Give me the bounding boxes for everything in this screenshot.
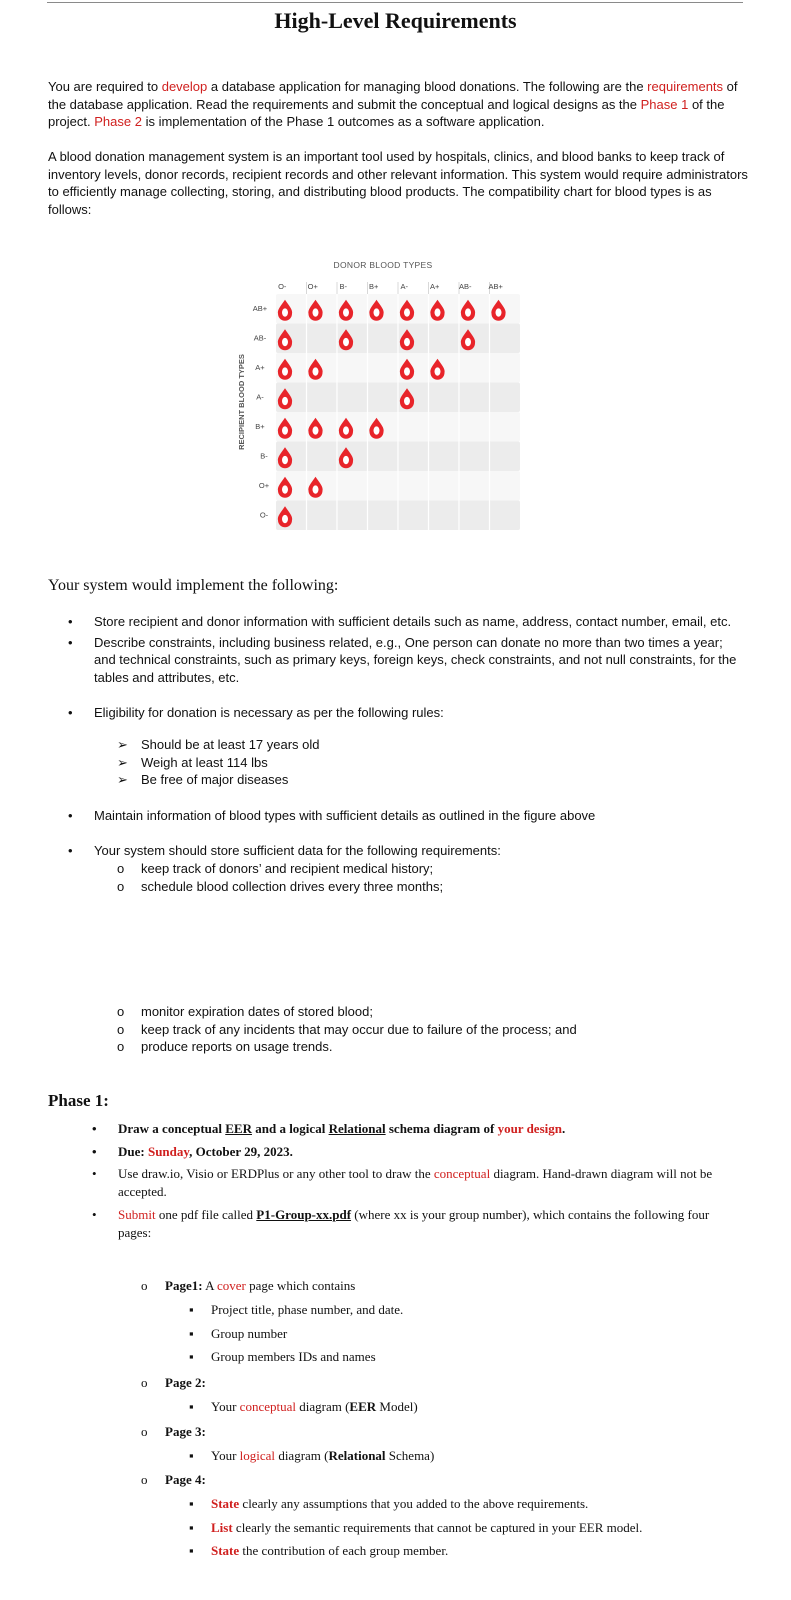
list-item [189,1325,403,1343]
list-item [117,736,320,754]
list-item [189,1398,418,1416]
square-bullet: ▪ [189,1325,194,1341]
text-run: Use draw.io, Visio or ERDPlus or any other tool to draw the [118,1166,434,1181]
blood-drop-center [282,397,288,405]
list-item-text: Your system should store sufficient data for the following requirements: [94,842,501,858]
recipient-label: B+ [255,421,265,431]
circle-bullet: o [117,861,125,876]
square-bullet: ▪ [189,1399,194,1414]
recipient-label: O- [259,510,269,520]
square-bullet: ▪ [189,1543,194,1558]
text-run: List [211,1519,233,1535]
blood-drop-center [374,426,380,434]
blood-drop-center [313,308,319,316]
list-item [141,1471,206,1489]
text-run: one pdf file called [155,1207,257,1222]
list-item [92,1143,738,1161]
page2-items [189,1398,418,1416]
page4-entry [141,1471,206,1489]
list-item-text: Maintain information of blood types with sufficient details as outlined in the figure above [94,808,596,823]
text-run: clearly the semantic requirements that cannot be captured in your EER model. [232,1519,643,1535]
list-item [68,842,744,860]
text-run: diagram. Hand-drawn diagram will not be accepted. [118,1166,713,1199]
text-run: . [561,1121,566,1136]
donor-label: O- [278,282,287,291]
text-run: conceptual [239,1399,296,1414]
circle-bullet: o [117,1039,125,1054]
donor-label: AB+ [488,282,503,291]
list-item-text: Store recipient and donor information with sufficient details such as name, address, contact number, email, etc. [94,614,732,629]
text-run: and a logical [251,1121,329,1136]
recipient-label: B- [260,451,268,461]
list-item-text: Group members IDs and names [211,1349,376,1364]
list-item-text: schedule blood collection drives every three months; [141,878,444,894]
list-item [117,771,320,789]
list-item [141,1423,206,1441]
bullet: • [92,1166,97,1181]
recipient-label: AB- [253,333,267,343]
square-bullet: ▪ [189,1496,194,1511]
text-run: , October 29, 2023. [189,1143,293,1159]
text-run: page which contains [245,1278,356,1293]
list-item [141,1277,356,1295]
list-item-text: Page 3: [165,1424,206,1439]
list-item [68,807,744,825]
blood-compatibility-chart [232,258,522,538]
text-run: EER [225,1121,252,1136]
text-run: State [211,1543,240,1558]
list-item [68,634,744,687]
text-run: P1-Group-xx.pdf [256,1207,352,1222]
blood-drop-center [282,456,288,464]
eligibility-list [117,736,320,789]
text-run: schema diagram of [385,1121,498,1136]
blood-drop-center [404,338,410,346]
blood-drop-center [343,308,349,316]
blood-drop-center [313,426,319,434]
arrow-bullet-icon: ➢ [117,754,128,770]
list-item-text: keep track of donors’ and recipient medical history; [141,861,434,876]
list-item-text: Weigh at least 114 lbs [141,754,268,770]
list-item-text: Describe constraints, including business related, e.g., One person can donate no more than two times a year; and technical constraints, such as primary keys, foreign keys, check constraints, and not null constraints, for the tables and attributes, etc. [94,634,737,685]
list-item [117,1021,577,1039]
blood-drop-center [404,397,410,405]
text-run: Phase 2 [94,114,142,129]
circle-bullet: o [141,1375,148,1390]
list-item [92,1120,738,1138]
circle-bullet: o [117,1004,125,1019]
text-run: Your [211,1448,240,1463]
text-run: EER [349,1399,377,1414]
text-run: Phase 1 [640,96,689,112]
list-item-text: Be free of major diseases [141,772,289,787]
list-item-text: Eligibility for donation is necessary as per the following rules: [94,705,444,720]
implement-heading: Your system would implement the following: [48,577,339,594]
page3-entry [141,1423,206,1441]
text-run: logical [239,1448,276,1463]
requirements-sublist [117,860,444,895]
list-item [117,878,444,896]
phase1-list [92,1120,738,1241]
circle-bullet: o [141,1424,148,1439]
list-item-text: Should be at least 17 years old [141,737,320,752]
text-run: Schema) [385,1448,435,1463]
blood-drop-center [343,426,349,434]
blood-drop-center [465,308,471,316]
square-bullet: ▪ [189,1349,194,1364]
blood-drop-center [282,367,288,375]
arrow-bullet-icon: ➢ [117,772,128,787]
blood-drop-center [313,485,319,493]
blood-drop-center [404,367,410,375]
blood-drop-center [313,367,319,375]
list-item [68,613,744,631]
text-run: conceptual [433,1166,491,1181]
square-bullet: ▪ [189,1302,194,1317]
circle-bullet: o [117,1021,125,1037]
donor-label: O+ [307,282,318,291]
donor-label: A+ [430,282,440,291]
list-item-text: Group number [211,1325,288,1341]
list-item-text: keep track of any incidents that may occur due to failure of the process; and [141,1021,577,1037]
text-run: of the database application. Read the requirements and submit the conceptual and logical designs as the [48,79,738,112]
text-run: the contribution of each group member. [239,1543,449,1558]
donor-label: B- [339,282,347,291]
recipient-label: O+ [258,480,270,490]
list-item-text: Page 4: [165,1472,206,1487]
blood-drop-center [404,308,410,316]
list-item [189,1495,642,1513]
list-item [117,1003,577,1021]
list-item [189,1348,403,1366]
list-item [141,1374,206,1392]
recipient-label: AB+ [252,303,268,313]
text-run: Your [211,1399,240,1414]
blood-drop-center [282,308,288,316]
implement-list [68,613,744,722]
page2-entry [141,1374,206,1392]
blood-drop-center [374,308,380,316]
list-item-text: Page 2: [165,1375,206,1390]
list-item [92,1206,738,1241]
implement-list-cont [68,807,744,859]
list-item [92,1165,738,1200]
text-run: diagram ( [295,1399,350,1414]
list-item-text: Project title, phase number, and date. [211,1302,404,1317]
list-item-text: monitor expiration dates of stored blood; [141,1004,373,1019]
chart-title: DONOR BLOOD TYPES [333,260,433,270]
text-run: Sunday [147,1143,190,1159]
intro-paragraph-2: A blood donation management system is an important tool used by hospitals, clinics, and blood banks to keep track of inventory levels, donor records, recipient records and other relevant information. This system would require administrators to efficiently manage collecting, storing, and distributing blood products. The compatibility chart for blood types is as follows: [48,149,748,217]
blood-drop-center [435,308,441,316]
recipient-label: A+ [255,362,265,372]
page3-items [189,1447,435,1465]
text-run: State [211,1496,240,1511]
list-item [117,1038,577,1056]
blood-drop-center [282,338,288,346]
blood-drop-center [465,338,471,346]
phase1-heading: Phase 1: [48,1091,109,1110]
arrow-bullet-icon: ➢ [117,737,128,752]
list-item [189,1519,643,1537]
bullet: • [92,1143,97,1159]
blood-drop-center [282,485,288,493]
text-run: Due: [118,1143,148,1159]
donor-label: AB- [458,282,472,291]
pages-list [141,1277,356,1295]
intro-paragraph-1 [48,78,748,131]
text-run: diagram ( [275,1448,329,1463]
list-item [189,1301,404,1319]
text-run: Page1: [165,1278,203,1293]
text-run: a database application for managing blood donations. The following are the [207,79,648,94]
circle-bullet: o [141,1472,148,1487]
blood-drop-center [496,308,502,316]
text-run: Draw a conceptual [118,1121,226,1136]
text-run: of the project. [48,96,725,129]
bullet: • [68,634,73,650]
bullet: • [68,808,73,823]
bullet: • [68,842,73,858]
bullet: • [68,705,73,720]
blood-drop-center [282,426,288,434]
y-axis-label: RECIPIENT BLOOD TYPES [237,354,246,450]
text-run: Relational [328,1121,386,1136]
bullet: • [68,614,73,629]
donor-label: A- [400,282,408,291]
recipient-label: A- [256,392,264,402]
circle-bullet: o [117,878,125,894]
list-item-text: produce reports on usage trends. [141,1039,333,1054]
text-run: (where xx is your group number), which contains the following four pages: [118,1207,710,1240]
bullet: • [92,1121,97,1136]
square-bullet: ▪ [189,1448,194,1463]
text-run: is implementation of the Phase 1 outcomes as a software application. [141,114,545,129]
blood-drop-center [343,456,349,464]
page1-items [189,1301,404,1366]
list-item [117,754,320,772]
text-run: requirements [647,79,724,94]
text-run: cover [217,1278,246,1293]
page-title: High-Level Requirements [274,8,517,33]
square-bullet: ▪ [189,1519,194,1535]
list-item [189,1542,642,1560]
text-run: Submit [118,1207,156,1222]
text-run: A [202,1278,218,1293]
page4-items [189,1495,643,1560]
list-item [117,860,443,878]
requirements-sublist-cont [117,1003,577,1056]
text-run: your design [497,1121,562,1136]
top-rule [47,2,743,3]
text-run: Model) [376,1399,418,1414]
blood-drop-center [343,338,349,346]
blood-drop-center [435,367,441,375]
list-item [189,1447,435,1465]
text-run: clearly any assumptions that you added to the above requirements. [239,1496,589,1511]
text-run: You are required to [48,79,162,94]
blood-drop-center [282,515,288,523]
text-run: develop [161,79,208,94]
list-item [68,704,744,722]
text-run: Relational [328,1448,386,1463]
donor-label: B+ [369,282,379,291]
circle-bullet: o [141,1278,148,1293]
bullet: • [92,1207,97,1222]
